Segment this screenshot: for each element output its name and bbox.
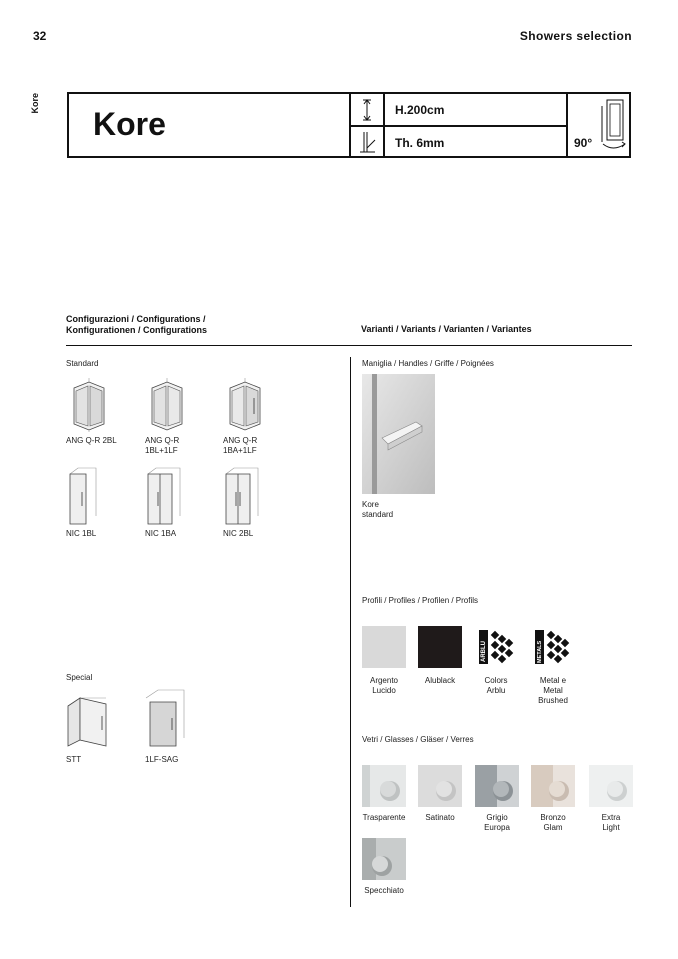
ang-1bl-1lf-diagram (146, 378, 188, 432)
special-label: Special (66, 673, 93, 682)
1lf-sag-diagram (144, 688, 188, 748)
profile-swatch-argento (362, 626, 406, 668)
glasses-title: Vetri / Glasses / Gläser / Verres (362, 735, 474, 744)
arblu-badge-text: ARBLU (481, 641, 487, 662)
glass-grigio-europa (475, 765, 519, 807)
glass-specchiato (362, 838, 406, 880)
product-name: Kore (93, 106, 166, 142)
glass-trasparente (362, 765, 406, 807)
nic-2bl-diagram (222, 466, 262, 526)
section-title: Showers selection (519, 29, 632, 43)
metals-badge-text: METALS (537, 640, 543, 663)
section-divider (66, 345, 632, 346)
config-label: STT (66, 755, 82, 764)
config-label: ANG Q-R 1BA+1LF (223, 436, 258, 455)
glass-label: Specchiato (364, 886, 404, 895)
variants-title: Varianti / Variants / Varianten / Variantes (361, 324, 532, 334)
ang-1ba-1lf-diagram (224, 378, 266, 432)
config-label: NIC 2BL (223, 529, 254, 538)
config-label: 1LF-SAG (145, 755, 179, 764)
profile-swatch-alublack (418, 626, 462, 668)
stt-diagram (66, 696, 110, 748)
handle-label: Kore standard (362, 500, 394, 519)
height-icon (357, 98, 377, 122)
profile-label: Colors Arblu (484, 676, 508, 695)
product-title-box (67, 92, 631, 158)
door-angle-icon (599, 96, 629, 154)
handle-photo (362, 374, 435, 494)
product-height: H.200cm (395, 103, 445, 117)
glass-label: Extra Light (601, 813, 621, 832)
profile-label: Metal e Metal Brushed (538, 676, 568, 705)
product-angle: 90° (574, 136, 593, 150)
config-label: ANG Q-R 2BL (66, 436, 117, 445)
metals-badge-icon (532, 626, 576, 668)
glass-label: Trasparente (362, 813, 406, 822)
configurations-title: Configurazioni / Configurations / Konfigurationen / Configurations (66, 314, 207, 335)
config-label: NIC 1BA (145, 529, 177, 538)
handles-title: Maniglia / Handles / Griffe / Poignées (362, 359, 494, 368)
arblu-badge-icon (476, 626, 520, 668)
nic-1bl-diagram (66, 466, 100, 526)
product-thickness: Th. 6mm (395, 136, 445, 150)
side-label: Kore (30, 93, 40, 114)
glass-label: Grigio Europa (484, 813, 510, 832)
glass-label: Bronzo Glam (540, 813, 566, 832)
ang-2bl-diagram (68, 378, 110, 432)
glass-satinato (418, 765, 462, 807)
nic-1ba-diagram (144, 466, 184, 526)
glass-label: Satinato (425, 813, 455, 822)
config-label: NIC 1BL (66, 529, 97, 538)
glass-extra-light (589, 765, 633, 807)
glass-bronzo-glam (531, 765, 575, 807)
standard-label: Standard (66, 359, 99, 368)
column-divider (350, 357, 351, 907)
profiles-title: Profili / Profiles / Profilen / Profils (362, 596, 479, 605)
config-label: ANG Q-R 1BL+1LF (145, 436, 180, 455)
profile-label: Argento Lucido (369, 676, 399, 695)
page-number: 32 (33, 29, 47, 43)
profile-label: Alublack (424, 676, 456, 685)
thickness-icon (357, 130, 377, 154)
